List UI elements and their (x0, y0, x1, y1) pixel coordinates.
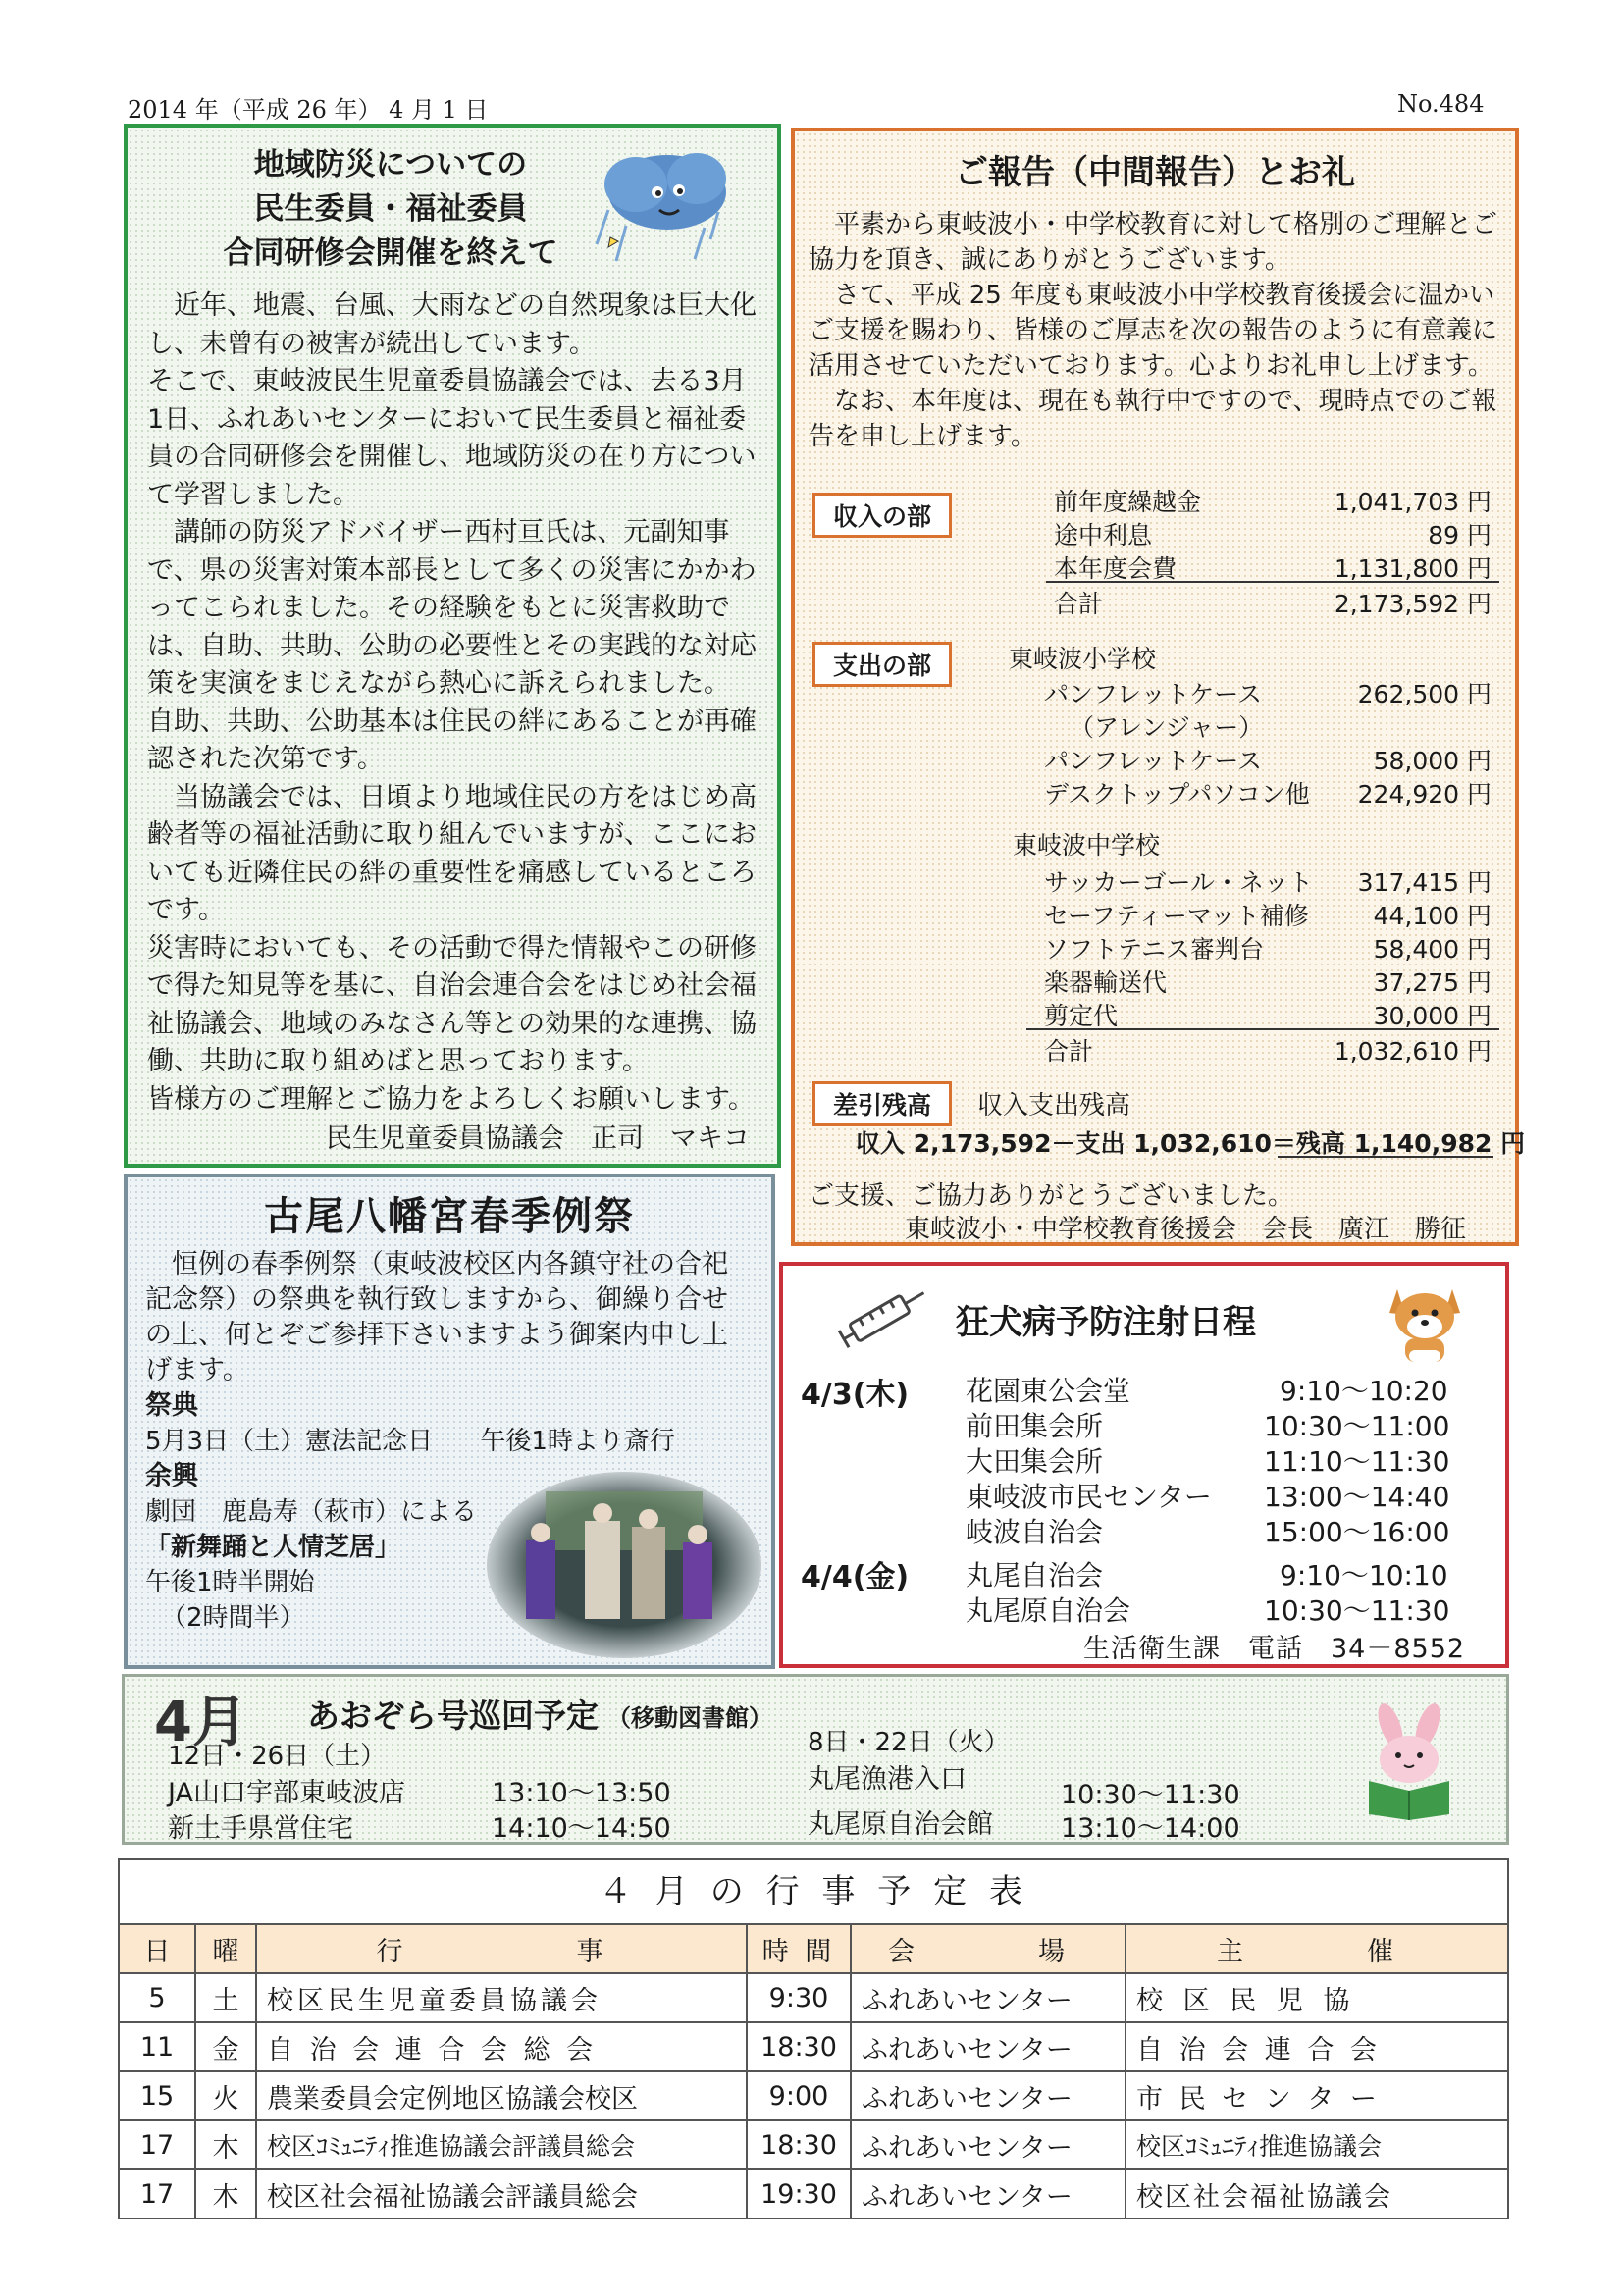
festival-title: 古尾八幡宮春季例祭 (264, 1194, 635, 1239)
table-row (119, 2120, 1508, 2169)
income-label: 収入の部 (812, 493, 952, 538)
event-day: 11 (119, 2022, 195, 2071)
table-row (119, 2071, 1508, 2120)
schedule-place: 岐波自治会 (966, 1516, 1104, 1548)
event-venue: ふれあいセンター (851, 2071, 1126, 2120)
route-stop: 丸尾原自治会館 (808, 1809, 993, 1840)
income-item: 途中利息 (1054, 521, 1153, 549)
column-header: 会 場 (851, 1924, 1126, 1973)
thanks-line: ご支援、ご協力ありがとうございました。 (809, 1181, 1294, 1211)
entertainment-label: 余興 (145, 1461, 198, 1491)
column-header: 時 間 (747, 1924, 851, 1973)
schedule-place: 丸尾自治会 (966, 1559, 1104, 1592)
column-header: 曜 (195, 1924, 256, 1973)
paragraph: 自助、共助、公助基本は住民の絆にあることが再確認された次第です。 (147, 705, 757, 774)
event-weekday: 火 (195, 2071, 256, 2120)
report-article (791, 128, 1526, 1246)
expense-amount: 317,415 円 (1357, 868, 1492, 897)
expense-item: サッカーゴール・ネット (1044, 868, 1314, 897)
event-weekday: 木 (195, 2169, 256, 2218)
event-organizer: 市 民 セ ン タ ー (1126, 2071, 1508, 2120)
schedule-day: 4/4(金) (801, 1560, 910, 1594)
route-time: 13:10～13:50 (492, 1778, 671, 1808)
events-title: ４ 月 の 行 事 予 定 表 (118, 1858, 1509, 1923)
event-name: 校区民生児童委員協議会 (256, 1973, 747, 2022)
schedule-time: 10:30～11:30 (1264, 1594, 1450, 1627)
table-row (119, 2022, 1508, 2071)
expense-item: 楽器輸送代 (1044, 968, 1168, 997)
start-time: 午後1時半開始 (145, 1568, 315, 1597)
event-day: 15 (119, 2071, 195, 2120)
festival-photo (487, 1472, 761, 1658)
schedule-time: 9:10～10:20 (1280, 1375, 1448, 1407)
expense-amount: 44,100 円 (1373, 902, 1492, 930)
balance-label: 差引残高 (812, 1081, 952, 1126)
balance-calculation: 収入 2,173,592－支出 1,032,610＝残高 1,140,982 円 (856, 1129, 1526, 1158)
table-header-row (119, 1924, 1508, 1973)
paragraph: 災害時においても、その活動で得た情報やこの研修で得た知見等を基に、自治会連合会をはじめ社会福祉協議会、地域のみなさん等との効果的な連携、協働、共助に取り組めばと思っております。 (147, 932, 757, 1076)
rabies-title: 狂犬病予防注射日程 (956, 1303, 1256, 1342)
title-line: 合同研修会開催を終えて (223, 235, 558, 271)
event-weekday: 金 (195, 2022, 256, 2071)
route-time: 14:10～14:50 (492, 1813, 671, 1844)
expense-amount: 262,500 円 (1357, 680, 1492, 708)
mobile-library-article (122, 1674, 1509, 1845)
signature: 民生児童委員協議会 正司 マキコ (326, 1123, 750, 1154)
schedule-day: 4/3(木) (801, 1378, 910, 1412)
paragraph: 講師の防災アドバイザー西村亘氏は、元副知事で、県の災害対策本部長として多くの災害にかかわってこられました。その経験をもとに災害救助では、自助、共助、公助の必要性とその実践的な対応策を実演をまじえながら熱心に訴えられました。 (147, 517, 757, 699)
paragraph: 平素から東岐波小・中学校教育に対して格別のご理解とご協力を頂き、誠にありがとうございます。 (809, 210, 1498, 275)
paragraph: なお、本年度は、現在も執行中ですので、現時点でのご報告を申し上げます。 (809, 387, 1497, 451)
event-venue: ふれあいセンター (851, 2022, 1126, 2071)
school-name: 東岐波中学校 (1013, 831, 1161, 860)
expense-total: 合計 (1044, 1037, 1094, 1066)
paragraph: そこで、東岐波民生児童委員協議会では、去る3月1日、ふれあいセンターにおいて民生委員と福祉委員の合同研修会を開催し、地域防災の在り方について学習しました。 (147, 366, 757, 510)
expense-label: 支出の部 (812, 642, 952, 687)
route-stop: 丸尾漁港入口 (808, 1764, 967, 1795)
storm-cloud-icon (589, 141, 736, 269)
event-organizer: 自 治 会 連 合 会 (1126, 2022, 1508, 2071)
table-row (119, 2169, 1508, 2218)
title-line: 民生委員・福祉委員 (253, 191, 528, 227)
events-table (118, 1923, 1509, 2219)
schedule-place: 前田集会所 (966, 1410, 1104, 1442)
schedule-time: 9:10～10:10 (1280, 1559, 1448, 1592)
sum-divider (1046, 581, 1499, 583)
event-time: 9:00 (747, 2071, 851, 2120)
column-header: 行 事 (256, 1924, 747, 1973)
event-venue: ふれあいセンター (851, 2169, 1126, 2218)
festival-article (124, 1174, 775, 1669)
paragraph: 皆様方のご理解とご協力をよろしくお願いします。 (147, 1083, 755, 1115)
balance-underline (1278, 1156, 1493, 1158)
table-row (119, 1973, 1508, 2022)
income-item: 前年度繰越金 (1054, 488, 1202, 516)
library-month: 4月 (154, 1691, 247, 1754)
article-title (175, 143, 606, 276)
schedule-place: 丸尾原自治会 (966, 1594, 1131, 1627)
schedule-time: 15:00～16:00 (1264, 1516, 1450, 1548)
schedule-place: 東岐波市民センター (966, 1481, 1212, 1513)
schedule-time: 11:10～11:30 (1264, 1445, 1450, 1478)
event-weekday: 土 (195, 1973, 256, 2022)
expense-item: ソフトテニス審判台 (1044, 935, 1265, 964)
event-name: 農業委員会定例地区協議会校区 (256, 2071, 747, 2120)
expense-amount: 58,000 円 (1373, 747, 1492, 775)
festival-intro: 恒例の春季例祭（東岐波校区内各鎮守社の合祀記念祭）の祭典を執行致しますから、御繰り合せの上、何とぞご参拝下さいますよう御案内申し上げます。 (145, 1249, 728, 1385)
column-header: 日 (119, 1924, 195, 1973)
event-organizer: 校区社会福祉協議会 (1126, 2169, 1508, 2218)
paragraph: 近年、地震、台風、大雨などの自然現象は巨大化し、未曾有の被害が続出しています。 (147, 290, 757, 359)
show-name: 「新舞踊と人情芝居」 (145, 1533, 401, 1562)
event-name: 自 治 会 連 合 会 総 会 (256, 2022, 747, 2071)
paragraph: 当協議会では、日頃より地域住民の方をはじめ高齢者等の福祉活動に取り組んでいますが、ここにおいても近隣住民の絆の重要性を痛感しているところです。 (147, 781, 757, 925)
event-name: 校区ｺﾐｭﾆﾃｨ推進協議会評議員総会 (256, 2120, 747, 2169)
column-header: 主 催 (1126, 1924, 1508, 1973)
expense-amount: 58,400 円 (1373, 935, 1492, 964)
schedule-place: 花園東公会堂 (966, 1375, 1131, 1407)
schedule-time: 10:30～11:00 (1264, 1410, 1450, 1442)
expense-total-amount: 1,032,610 円 (1334, 1037, 1492, 1066)
rite-time: 午後1時より斎行 (480, 1427, 675, 1456)
rabies-vaccination-article (779, 1262, 1509, 1668)
income-amount: 89 円 (1428, 521, 1492, 549)
route-stop: 新土手県営住宅 (168, 1813, 353, 1844)
event-organizer: 校区ｺﾐｭﾆﾃｨ推進協議会 (1126, 2120, 1508, 2169)
event-name: 校区社会福祉協議会評議員総会 (256, 2169, 747, 2218)
expense-item: パンフレットケース (1044, 747, 1263, 775)
issue-date: 2014 年（平成 26 年） 4 月 1 日 (128, 96, 489, 124)
expense-amount: 30,000 円 (1373, 1002, 1492, 1030)
schedule-place: 大田集会所 (966, 1445, 1104, 1478)
expense-item: デスクトップパソコン他 (1044, 780, 1310, 809)
event-venue: ふれあいセンター (851, 1973, 1126, 2022)
troupe: 劇団 鹿島寿（萩市）による (145, 1497, 478, 1527)
signature: 東岐波小・中学校教育後援会 会長 廣江 勝征 (905, 1215, 1467, 1244)
sum-divider (1026, 1028, 1499, 1030)
event-day: 17 (119, 2120, 195, 2169)
event-weekday: 木 (195, 2120, 256, 2169)
disaster-training-article (124, 124, 781, 1168)
school-name: 東岐波小学校 (1009, 645, 1157, 673)
route-time: 13:10～14:00 (1061, 1813, 1240, 1844)
expense-amount: 224,920 円 (1357, 780, 1492, 809)
issue-number: No.484 (1397, 90, 1485, 118)
income-amount: 1,131,800 円 (1334, 554, 1492, 583)
events-schedule (118, 1858, 1509, 2219)
income-total-amount: 2,173,592 円 (1334, 590, 1492, 618)
event-time: 19:30 (747, 2169, 851, 2218)
dog-icon (1376, 1270, 1474, 1368)
report-title: ご報告（中間報告）とお礼 (955, 153, 1355, 192)
rite-date: 5月3日（土）憲法記念日 (145, 1427, 434, 1456)
expense-item: 剪定代 (1044, 1002, 1119, 1030)
income-amount: 1,041,703 円 (1334, 488, 1492, 516)
paragraph: さて、平成 25 年度も東岐波小中学校教育後援会に温かいご支援を賜わり、皆様のご厚志を次の報告のように有意義に活用させていただいております。心よりお礼申し上げます。 (809, 281, 1498, 381)
event-organizer: 校 区 民 児 協 (1126, 1973, 1508, 2022)
event-venue: ふれあいセンター (851, 2120, 1126, 2169)
library-subtitle: （移動図書館） (607, 1704, 772, 1732)
route-time: 10:30～11:30 (1061, 1780, 1240, 1810)
duration: （2時間半） (161, 1603, 305, 1633)
route-date: 12日・26日（土） (168, 1742, 387, 1771)
income-total: 合計 (1054, 590, 1104, 618)
rite-label: 祭典 (145, 1390, 198, 1421)
title-line: 地域防災についての (253, 147, 528, 183)
event-time: 18:30 (747, 2022, 851, 2071)
route-date: 8日・22日（火） (808, 1728, 1010, 1757)
event-time: 9:30 (747, 1973, 851, 2022)
event-time: 18:30 (747, 2120, 851, 2169)
income-item: 本年度会費 (1054, 554, 1178, 583)
expense-amount: 37,275 円 (1373, 968, 1492, 997)
rabbit-reading-icon (1355, 1702, 1463, 1820)
event-day: 5 (119, 1973, 195, 2022)
schedule-time: 13:00～14:40 (1264, 1481, 1450, 1513)
expense-item: （アレンジャー） (1070, 713, 1264, 742)
route-stop: JA山口宇部東岐波店 (168, 1778, 405, 1808)
library-title: あおぞら号巡回予定 (307, 1696, 599, 1735)
expense-item: パンフレットケース (1044, 680, 1263, 708)
event-day: 17 (119, 2169, 195, 2218)
balance-description: 収入支出残高 (977, 1091, 1131, 1121)
contact-info: 生活衛生課 電話 34－8552 (1083, 1634, 1466, 1664)
syringe-icon (832, 1281, 940, 1350)
expense-item: セーフティーマット補修 (1044, 902, 1309, 930)
